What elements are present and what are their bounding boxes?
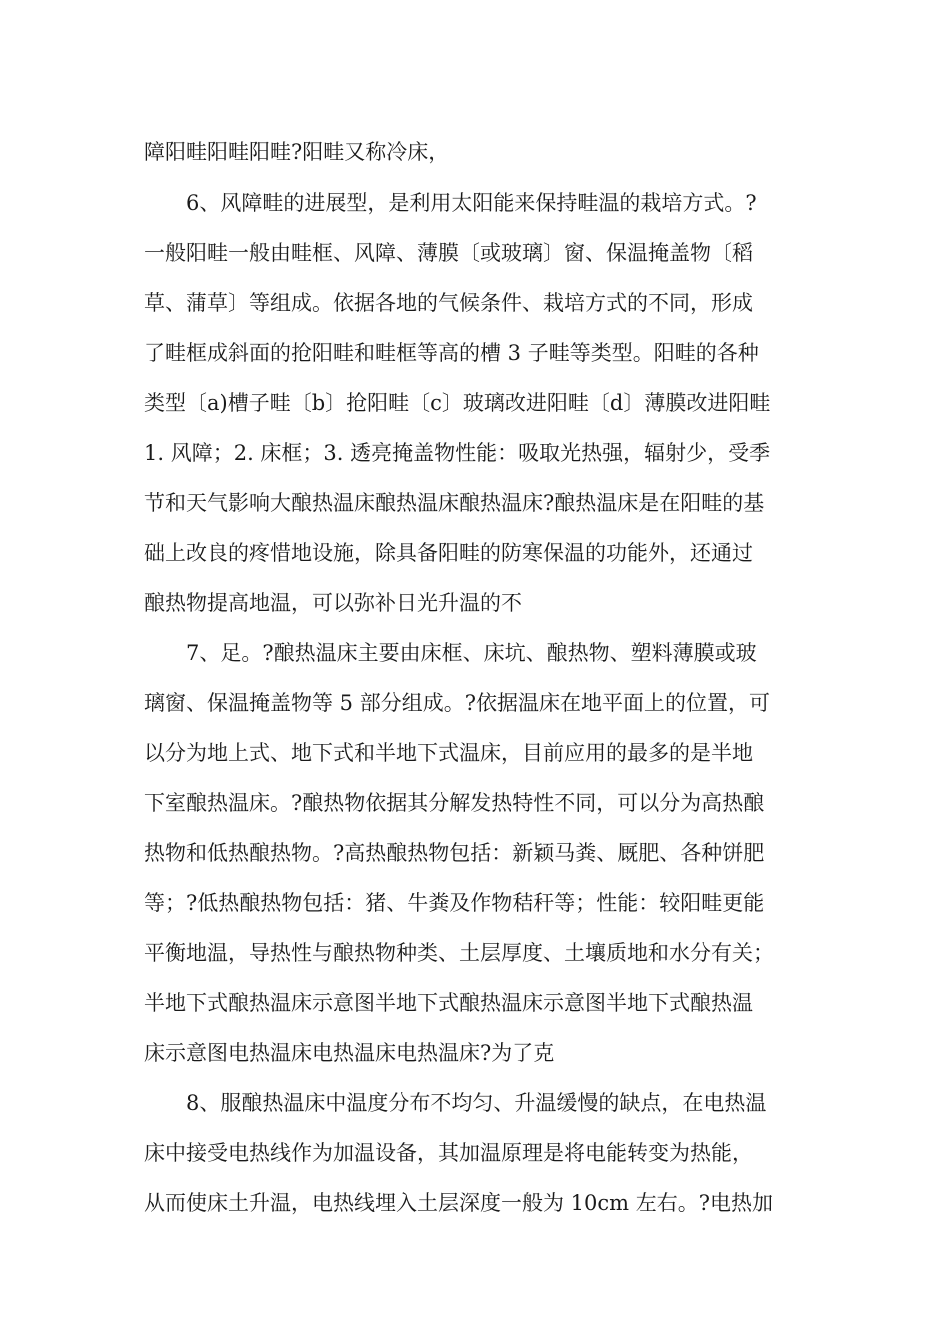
- text-line: 7、足。?酿热温床主要由床框、床坑、酿热物、塑料薄膜或玻: [186, 641, 757, 665]
- text-line: 璃窗、保温掩盖物等 5 部分组成。?依据温床在地平面上的位置，可: [144, 691, 770, 715]
- text-line: 床中接受电热线作为加温设备，其加温原理是将电能转变为热能，: [144, 1141, 753, 1165]
- text-line: 础上改良的疼惜地设施，除具备阳畦的防寒保温的功能外，还通过: [144, 541, 753, 565]
- text-line: 以分为地上式、地下式和半地下式温床，目前应用的最多的是半地: [144, 741, 753, 765]
- text-line: 从而使床土升温，电热线埋入土层深度一般为 10cm 左右。?电热加: [144, 1191, 774, 1215]
- text-line: 等；?低热酿热物包括：猪、牛粪及作物秸秆等；性能：较阳畦更能: [144, 891, 765, 915]
- text-line: 酿热物提高地温，可以弥补日光升温的不: [144, 591, 522, 615]
- text-line: 热物和低热酿热物。?高热酿热物包括：新颖马粪、厩肥、各种饼肥: [144, 841, 765, 865]
- text-line: 节和天气影响大酿热温床酿热温床酿热温床?酿热温床是在阳畦的基: [144, 491, 765, 515]
- text-line: 床示意图电热温床电热温床电热温床?为了克: [144, 1041, 555, 1065]
- text-line: 类型〔a)槽子畦〔b〕抢阳畦〔c〕玻璃改进阳畦〔d〕薄膜改进阳畦: [144, 391, 771, 415]
- text-line: 一般阳畦一般由畦框、风障、薄膜〔或玻璃〕窗、保温掩盖物〔稻: [144, 241, 753, 265]
- text-line: 8、服酿热温床中温度分布不均匀、升温缓慢的缺点，在电热温: [186, 1091, 767, 1115]
- text-line: 了畦框成斜面的抢阳畦和畦框等高的槽 3 子畦等类型。阳畦的各种: [144, 341, 759, 365]
- text-line: 半地下式酿热温床示意图半地下式酿热温床示意图半地下式酿热温: [144, 991, 753, 1015]
- text-line: 平衡地温，导热性与酿热物种类、土层厚度、土壤质地和水分有关；: [144, 941, 774, 965]
- text-line: 下室酿热温床。?酿热物依据其分解发热特性不同，可以分为高热酿: [144, 791, 765, 815]
- text-line: 1. 风障；2. 床框；3. 透亮掩盖物性能：吸取光热强，辐射少，受季: [144, 441, 771, 465]
- text-line: 障阳畦阳畦阳畦?阳畦又称冷床，: [144, 140, 450, 164]
- text-line: 草、蒲草〕等组成。依据各地的气候条件、栽培方式的不同，形成: [144, 291, 753, 315]
- text-line: 6、风障畦的进展型，是利用太阳能来保持畦温的栽培方式。?: [186, 191, 757, 215]
